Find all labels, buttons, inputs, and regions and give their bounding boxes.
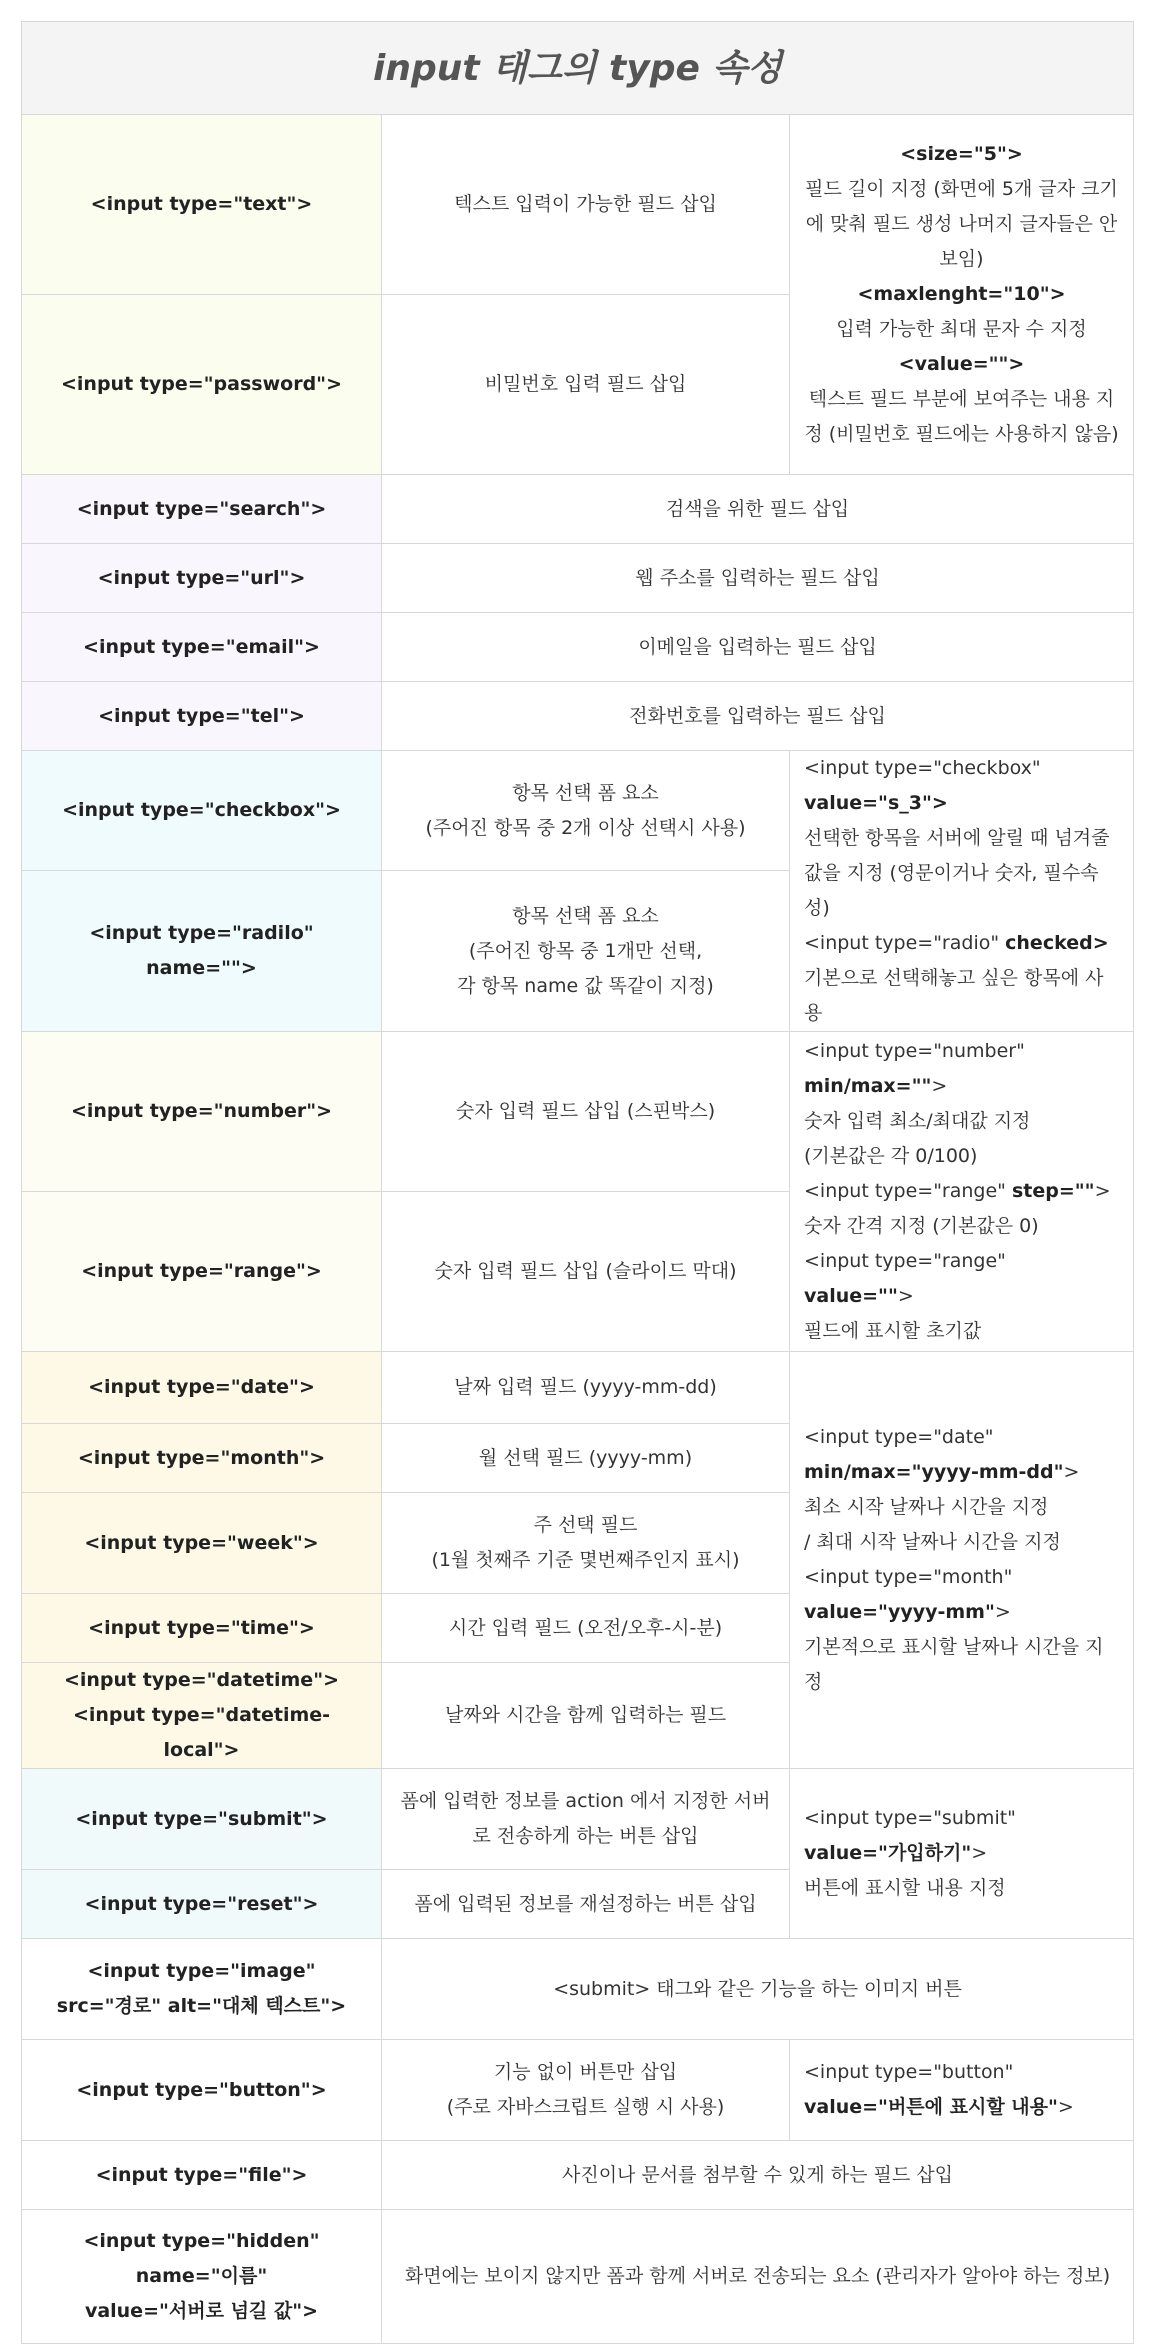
- check-note-l1a: <input type="checkbox": [804, 757, 1041, 779]
- desc-range-cell: 숫자 입력 필드 삽입 (슬라이드 막대): [382, 1192, 790, 1352]
- datetime-type-2: <input type="datetime-local">: [72, 1704, 331, 1761]
- check-note-l2: 선택한 항목을 서버에 알릴 때 넘겨줄 값을 지정 (영문이거나 숫자, 필수속성): [804, 827, 1110, 919]
- check-note-l3b: checked>: [1005, 932, 1109, 954]
- type-password-cell: <input type="password">: [22, 295, 382, 475]
- text-note-cell: [790, 115, 1134, 475]
- check-note-l3a: <input type="radio": [804, 932, 1006, 954]
- num-note-l4c: >: [1094, 1180, 1111, 1202]
- table-row: [22, 475, 1134, 544]
- type-hidden-cell: [22, 2210, 382, 2344]
- input-type-table: [21, 21, 1134, 2344]
- desc-reset-cell: 폼에 입력된 정보를 재설정하는 버튼 삽입: [382, 1870, 790, 1939]
- type-checkbox-cell: <input type="checkbox">: [22, 751, 382, 871]
- type-search-cell: <input type="search">: [22, 475, 382, 544]
- num-note-l1b: min/max="": [804, 1075, 932, 1097]
- size-label: <size="5">: [900, 143, 1023, 165]
- desc-search-cell: 검색을 위한 필드 삽입: [382, 475, 1134, 544]
- table-title-row: [22, 22, 1134, 115]
- type-radio-cell: <input type="radilo" name="">: [22, 871, 382, 1032]
- table-row: [22, 1352, 1134, 1424]
- checkbox-desc-2: (주어진 항목 중 2개 이상 선택시 사용): [425, 816, 746, 839]
- num-note-l6c: >: [897, 1285, 914, 1307]
- date-note-l1a: <input type="date": [804, 1426, 994, 1448]
- num-note-l1a: <input type="number": [804, 1040, 1025, 1062]
- date-note-l1b: min/max="yyyy-mm-dd": [804, 1461, 1064, 1483]
- hidden-type-2: name="이름": [135, 2265, 268, 2287]
- button-desc-1: 기능 없이 버튼만 삽입: [493, 2061, 678, 2083]
- desc-datetime-cell: 날짜와 시간을 함께 입력하는 필드: [382, 1663, 790, 1769]
- type-url-cell: <input type="url">: [22, 544, 382, 613]
- button-note-l1b: value="버튼에 표시할 내용": [804, 2096, 1058, 2118]
- desc-radio-cell: [382, 871, 790, 1032]
- type-tel-cell: <input type="tel">: [22, 682, 382, 751]
- desc-text-cell: 텍스트 입력이 가능한 필드 삽입: [382, 115, 790, 295]
- desc-email-cell: 이메일을 입력하는 필드 삽입: [382, 613, 1134, 682]
- maxlength-label: <maxlenght="10">: [857, 283, 1066, 305]
- date-note-l4c: >: [994, 1601, 1011, 1623]
- value-desc: 텍스트 필드 부분에 보여주는 내용 지정 (비밀번호 필드에는 사용하지 않음): [804, 388, 1119, 445]
- checkbox-desc-1: 항목 선택 폼 요소: [512, 781, 659, 804]
- submit-note-l1b: value="가입하기": [804, 1842, 972, 1864]
- table-row: [22, 613, 1134, 682]
- desc-week-cell: [382, 1493, 790, 1594]
- type-range-cell: <input type="range">: [22, 1192, 382, 1352]
- input-type-table-sheet: [21, 21, 1133, 2344]
- type-button-cell: <input type="button">: [22, 2040, 382, 2141]
- num-note-l6b: value="": [804, 1285, 898, 1307]
- radio-desc-2: (주어진 항목 중 1개만 선택,: [468, 939, 703, 962]
- desc-time-cell: 시간 입력 필드 (오전/오후-시-분): [382, 1594, 790, 1663]
- week-desc-1: 주 선택 필드: [533, 1514, 638, 1536]
- table-row: [22, 1769, 1134, 1870]
- button-note-l1a: <input type="button": [804, 2061, 1014, 2083]
- image-type-1: <input type="image": [87, 1960, 316, 1982]
- check-note-l4: 기본으로 선택해놓고 싶은 항목에 사용: [804, 967, 1104, 1024]
- type-email-cell: <input type="email">: [22, 613, 382, 682]
- table-row: [22, 2210, 1134, 2344]
- submit-note-l1a: <input type="submit": [804, 1807, 1016, 1829]
- date-note-l4b: value="yyyy-mm": [804, 1601, 995, 1623]
- num-note-l4a: <input type="range": [804, 1180, 1012, 1202]
- date-note-l3: / 최대 시작 날짜나 시간을 지정: [804, 1531, 1061, 1553]
- page-title: input 태그의 type 속성: [22, 22, 1134, 115]
- type-month-cell: <input type="month">: [22, 1424, 382, 1493]
- type-text-cell: <input type="text">: [22, 115, 382, 295]
- desc-hidden-cell: 화면에는 보이지 않지만 폼과 함께 서버로 전송되는 요소 (관리자가 알아야 하는 정보): [382, 2210, 1134, 2344]
- submit-desc-1: 폼에 입력한 정보를 action 에서 지정한 서버: [400, 1790, 771, 1812]
- type-number-cell: <input type="number">: [22, 1032, 382, 1192]
- check-note-cell: [790, 751, 1134, 1032]
- num-note-l6a: <input type="range": [804, 1250, 1006, 1272]
- num-note-l5: 숫자 간격 지정 (기본값은 0): [804, 1215, 1039, 1237]
- date-note-l5: 기본적으로 표시할 날짜나 시간을 지정: [804, 1636, 1104, 1693]
- desc-submit-cell: [382, 1769, 790, 1870]
- desc-image-cell: <submit> 태그와 같은 기능을 하는 이미지 버튼: [382, 1939, 1134, 2040]
- date-note-l4a: <input type="month": [804, 1566, 1013, 1588]
- desc-date-cell: 날짜 입력 필드 (yyyy-mm-dd): [382, 1352, 790, 1424]
- table-row: [22, 682, 1134, 751]
- table-row: [22, 1032, 1134, 1192]
- radio-desc-3: 각 항목 name 값 똑같이 지정): [457, 974, 714, 997]
- desc-password-cell: 비밀번호 입력 필드 삽입: [382, 295, 790, 475]
- num-note-l4b: step="": [1011, 1180, 1095, 1202]
- value-label: <value="">: [898, 353, 1025, 375]
- desc-checkbox-cell: [382, 751, 790, 871]
- radio-desc-1: 항목 선택 폼 요소: [512, 904, 659, 927]
- button-note-cell: [790, 2040, 1134, 2141]
- submit-note-l1c: >: [971, 1842, 988, 1864]
- desc-button-cell: [382, 2040, 790, 2141]
- size-desc: 필드 길이 지정 (화면에 5개 글자 크기에 맞춰 필드 생성 나머지 글자들은 안 보임): [805, 178, 1118, 270]
- desc-url-cell: 웹 주소를 입력하는 필드 삽입: [382, 544, 1134, 613]
- type-reset-cell: <input type="reset">: [22, 1870, 382, 1939]
- week-desc-2: (1월 첫째주 기준 몇번째주인지 표시): [431, 1549, 740, 1571]
- desc-number-cell: 숫자 입력 필드 삽입 (스핀박스): [382, 1032, 790, 1192]
- date-note-l1c: >: [1063, 1461, 1080, 1483]
- type-date-cell: <input type="date">: [22, 1352, 382, 1424]
- table-row: [22, 1939, 1134, 2040]
- button-desc-2: (주로 자바스크립트 실행 시 사용): [446, 2096, 725, 2118]
- check-note-l1b: value="s_3">: [804, 792, 948, 814]
- number-note-cell: [790, 1032, 1134, 1352]
- table-row: [22, 2040, 1134, 2141]
- submit-note-l2: 버튼에 표시할 내용 지정: [804, 1877, 1006, 1899]
- type-file-cell: <input type="file">: [22, 2141, 382, 2210]
- type-week-cell: <input type="week">: [22, 1493, 382, 1594]
- submit-desc-2: 로 전송하게 하는 버튼 삽입: [472, 1825, 699, 1847]
- submit-note-cell: [790, 1769, 1134, 1939]
- table-row: [22, 115, 1134, 295]
- table-row: [22, 751, 1134, 871]
- type-image-cell: [22, 1939, 382, 2040]
- date-note-l2: 최소 시작 날짜나 시간을 지정: [804, 1496, 1049, 1518]
- num-note-l3: (기본값은 각 0/100): [804, 1145, 978, 1167]
- image-type-2: src="경로" alt="대체 텍스트">: [56, 1995, 347, 2017]
- maxlength-desc: 입력 가능한 최대 문자 수 지정: [836, 318, 1087, 340]
- table-row: [22, 544, 1134, 613]
- hidden-type-3: value="서버로 넘길 값">: [84, 2300, 319, 2322]
- num-note-l7: 필드에 표시할 초기값: [804, 1320, 982, 1342]
- num-note-l1c: >: [931, 1075, 948, 1097]
- desc-month-cell: 월 선택 필드 (yyyy-mm): [382, 1424, 790, 1493]
- type-time-cell: <input type="time">: [22, 1594, 382, 1663]
- table-row: [22, 2141, 1134, 2210]
- num-note-l2: 숫자 입력 최소/최대값 지정: [804, 1110, 1031, 1132]
- desc-file-cell: 사진이나 문서를 첨부할 수 있게 하는 필드 삽입: [382, 2141, 1134, 2210]
- button-note-l1c: >: [1057, 2096, 1074, 2118]
- date-note-cell: [790, 1352, 1134, 1769]
- hidden-type-1: <input type="hidden": [83, 2230, 320, 2252]
- desc-tel-cell: 전화번호를 입력하는 필드 삽입: [382, 682, 1134, 751]
- type-datetime-cell: [22, 1663, 382, 1769]
- type-submit-cell: <input type="submit">: [22, 1769, 382, 1870]
- datetime-type-1: <input type="datetime">: [63, 1669, 340, 1691]
